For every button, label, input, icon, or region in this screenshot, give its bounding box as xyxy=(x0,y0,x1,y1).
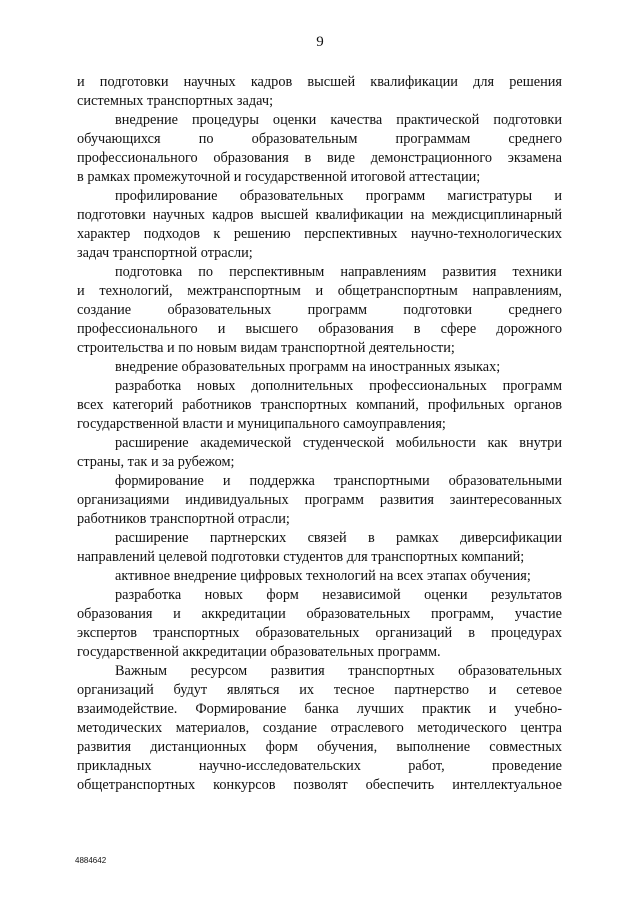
text-line: государственной аккредитации образовательных программ. xyxy=(77,644,441,660)
text-line: и подготовки научных кадров высшей квалификации для решения xyxy=(77,74,562,90)
text-line: характер подходов к решению перспективных научно-технологических xyxy=(77,226,562,242)
text-line: расширение академической студенческой мобильности как внутри xyxy=(115,435,562,451)
text-line: создание образовательных программ подготовки среднего xyxy=(77,302,562,318)
text-line: Важным ресурсом развития транспортных образовательных xyxy=(115,663,562,679)
paragraph xyxy=(77,377,562,434)
text-line: формирование и поддержка транспортными образовательными xyxy=(115,473,562,489)
text-line: внедрение образовательных программ на иностранных языках; xyxy=(115,359,501,375)
paragraph xyxy=(77,567,562,586)
paragraph xyxy=(77,586,562,662)
text-line: внедрение процедуры оценки качества практической подготовки xyxy=(115,112,562,128)
text-line: задач транспортной отрасли; xyxy=(77,245,253,261)
text-line: методических материалов, создание отраслевого методического центра xyxy=(77,720,562,736)
text-line: профилирование образовательных программ магистратуры и xyxy=(115,188,562,204)
text-line: системных транспортных задач; xyxy=(77,93,274,109)
text-line: разработка новых форм независимой оценки результатов xyxy=(115,587,562,603)
text-line: страны, так и за рубежом; xyxy=(77,454,235,470)
paragraph xyxy=(77,263,562,358)
text-line: организаций будут являться их тесное партнерство и сетевое xyxy=(77,682,562,698)
paragraph xyxy=(77,472,562,529)
paragraph xyxy=(77,111,562,187)
paragraph xyxy=(77,358,562,377)
paragraph xyxy=(77,529,562,567)
text-line: организациями индивидуальных программ развития заинтересованных xyxy=(77,492,562,508)
text-line: взаимодействие. Формирование банка лучших практик и учебно- xyxy=(77,701,562,717)
text-line: развития дистанционных форм обучения, выполнение совместных xyxy=(77,739,562,755)
text-line: всех категорий работников транспортных компаний, профильных органов xyxy=(77,397,562,413)
text-line: прикладных научно-исследовательских работ, проведение xyxy=(77,758,562,774)
text-line: подготовки научных кадров высшей квалификации на междисциплинарный xyxy=(77,207,562,223)
text-line: экспертов транспортных образовательных организаций в процедурах xyxy=(77,625,562,641)
page-number: 9 xyxy=(316,34,324,50)
document-id: 4884642 xyxy=(75,856,107,865)
text-line: подготовка по перспективным направлениям развития техники xyxy=(115,264,562,280)
document-body xyxy=(77,73,562,795)
paragraph xyxy=(77,434,562,472)
paragraph xyxy=(77,187,562,263)
text-line: в рамках промежуточной и государственной итоговой аттестации; xyxy=(77,169,481,185)
paragraph xyxy=(77,73,562,111)
text-line: активное внедрение цифровых технологий на всех этапах обучения; xyxy=(115,568,531,584)
text-line: расширение партнерских связей в рамках диверсификации xyxy=(115,530,562,546)
text-line: профессионального образования в виде демонстрационного экзамена xyxy=(77,150,562,166)
text-line: и технологий, межтранспортным и общетранспортным направлениям, xyxy=(77,283,562,299)
text-line: работников транспортной отрасли; xyxy=(77,511,290,527)
text-line: обучающихся по образовательным программам среднего xyxy=(77,131,562,147)
text-line: общетранспортных конкурсов позволят обеспечить интеллектуальное xyxy=(77,777,562,793)
paragraph xyxy=(77,662,562,795)
text-line: государственной власти и муниципального самоуправления; xyxy=(77,416,446,432)
text-line: направлений целевой подготовки студентов для транспортных компаний; xyxy=(77,549,525,565)
text-line: строительства и по новым видам транспортной деятельности; xyxy=(77,340,455,356)
text-line: разработка новых дополнительных профессиональных программ xyxy=(115,378,562,394)
text-line: профессионального и высшего образования в сфере дорожного xyxy=(77,321,562,337)
text-line: образования и аккредитации образовательных программ, участие xyxy=(77,606,562,622)
